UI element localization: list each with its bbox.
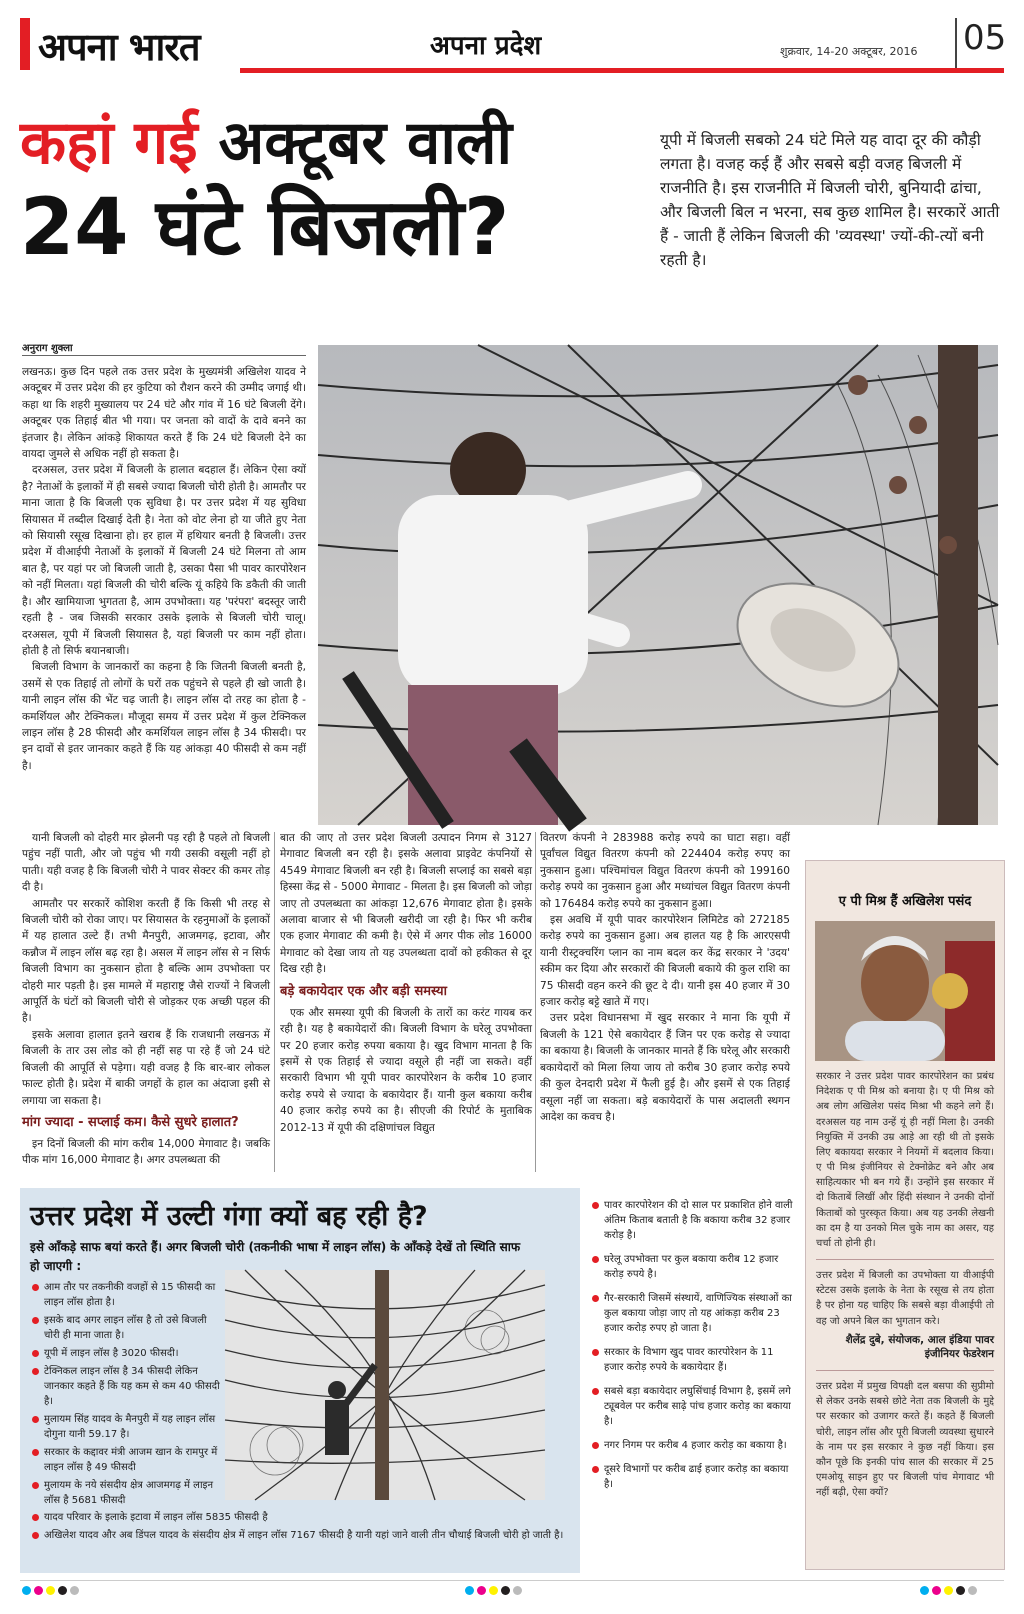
registration-marks [465,1586,522,1596]
bottom-rule [20,1580,1004,1581]
article-column-1 [22,364,306,824]
yellow-dot [944,1586,953,1595]
grey-dot [968,1586,977,1595]
box-intro: इसे आँकड़े साफ बयां करते हैं। अगर बिजली चोरी (तकनीकी भाषा में लाइन लॉस) के आँकड़े देखें तो स्थिति साफ हो जाएगी : [30,1240,521,1273]
list-item: सबसे बड़ा बकायेदार लघुसिंचाई विभाग है, इसमें लगे ट्यूबवेल पर करीब साढ़े पांच हजार करोड़ का बकाया है। [590,1384,795,1429]
headline-black-text: अक्टूबर वाली [218,108,513,178]
magenta-dot [932,1586,941,1595]
sidebar-title: ए पी मिश्र हैं अखिलेश पसंद [838,894,972,909]
masthead-rule [240,68,1004,73]
list-item: इसके बाद अगर लाइन लॉस है तो उसे बिजली चोरी ही माना जाता है। [30,1313,220,1343]
yellow-dot [46,1586,55,1595]
headline-red-text: कहां गई [20,108,198,178]
lineman-photo-illustration [318,345,998,825]
line-loss-list [30,1280,220,1511]
list-item: यूपी में लाइन लॉस है 3020 फीसदी। [30,1346,220,1361]
column-rule [274,832,275,1172]
article-column-2 [280,830,532,1170]
article-paragraph: इस अवधि में यूपी पावर कारपोरेशन लिमिटेड को 272185 करोड़ रुपये का नुकसान हुआ। अब हालत यह है कि आरएसपी यानी रीस्ट्रक्चरिंग प्लान का नाम बदल कर केंद्र सरकार ने 'उदय' स्कीम कर दिया और सरकारों की बिजली बकाये की कुल राशि का 75 फीसदी वहन करने की छूट दे दी। यानी इस 40 हजार में 30 हजार करोड़ बट्टे खाते में गए। [540,914,790,1009]
ap-mishra-photo [815,921,995,1061]
list-item: अखिलेश यादव और अब डिंपल यादव के संसदीय क्षेत्र में लाइन लॉस 7167 फीसदी है यानी यहां जाने वाली तीन चौथाई बिजली चोरी हो जाती है। [30,1528,570,1543]
article-paragraph: बात की जाए तो उत्तर प्रदेश बिजली उत्पादन निगम से 3127 मेगावाट बिजली बन रही है। इसके अलावा प्राइवेट कंपनियों से 4549 मेगावाट बिजली बन रही है। बिजली सप्लाई का सबसे बड़ा हिस्सा केंद्र से - 5000 मेगावाट - मिलता है। इस बिजली को जोड़ा जाए तो उपलब्धता का आंकड़ा 12,676 मेगावाट होता है। इसके अलावा बाजार से भी बिजली खरीदी जा रही है। फिर भी करीब एक हजार मेगावाट की कमी है। ऐसे में अगर पीक लोड 16000 मेगावाट को देखा जाय तो यह उपलब्धता दावों को हकीकत से दूर दिख रही है। [280,832,532,976]
magenta-dot [34,1586,43,1595]
list-item: गैर-सरकारी जिसमें संस्थायें, वाणिज्यिक संस्थाओं का कुल बकाया जोड़ा जाए तो यह आंकड़ा करीब 23 हजार करोड़ रुपए हो जाता है। [590,1291,795,1336]
black-dot [501,1586,510,1595]
quote-attribution: शैलेंद्र दुबे, संयोजक, आल इंडिया पावर इंजीनियर फेडरेशन [845,1333,994,1361]
registration-marks [22,1586,79,1596]
yellow-dot [489,1586,498,1595]
list-item: घरेलू उपभोक्ता पर कुल बकाया करीब 12 हजार करोड़ रुपये है। [590,1252,795,1282]
black-dot [956,1586,965,1595]
article-paragraph: लखनऊ। कुछ दिन पहले तक उत्तर प्रदेश के मुख्यमंत्री अखिलेश यादव ने अक्टूबर में उत्तर प्रदेश की हर कुटिया को रौशन करने की उम्मीद जगाई थी। कहा था कि शहरी मुख्यालय पर 24 घंटे और गांव में 16 घंटे बिजली देंगे। अक्टूबर एक तिहाई बीत भी गया। पर जनता को वादों के दावे बनने का इंतजार है। लेकिन आंकड़े शिकायत करते हैं कि 24 घंटे बिजली देने का वायदा जुमले से अधिक नहीं हो सकता है। [22,366,306,461]
list-item: नगर निगम पर करीब 4 हजार करोड़ का बकाया है। [590,1438,795,1453]
section-name: अपना प्रदेश [430,31,542,61]
article-paragraph: उत्तर प्रदेश विधानसभा में खुद सरकार ने माना कि यूपी में बिजली के 121 ऐसे बकायेदार हैं जिन पर एक करोड़ से ज्यादा का बकाया है। बिजली के जानकार मानते हैं कि घरेलू और सरकारी बकायेदारों को मिला लिया जाय तो करीब 30 हजार करोड़ रुपये की कुल देनदारी प्रदेश में फैली हुई है। और इसमें से एक तिहाई वसूला नहीं जा सकता। बड़े बकायेदारों के पास अदालती स्थगन आदेश का कवच है। [540,1012,790,1123]
tangled-wires-photo [225,1270,545,1500]
masthead-red-bar [20,18,30,70]
list-item: दूसरे विभागों पर करीब ढाई हजार करोड़ का बकाया है। [590,1462,795,1492]
dues-list-column [590,1198,795,1573]
paper-name: अपना भारत [38,24,200,69]
subheading-demand-supply: मांग ज्यादा - सप्लाई कम। कैसे सुधरे हालात? [22,1114,239,1130]
cyan-dot [22,1586,31,1595]
sidebar-quote: उत्तर प्रदेश में बिजली का उपभोक्ता या वीआईपी स्टेटस उसके इलाके के नेता के रसूख से तय होता है पर होना यह चाहिए कि सबसे बड़ा वीआईपी तो वह जो अपने बिल का भुगतान करे। [816,1270,994,1327]
headline [20,110,620,276]
sidebar-paragraph: उत्तर प्रदेश में प्रमुख विपक्षी दल बसपा की सुप्रीमो से लेकर उनके सबसे छोटे नेता तक बिजली के मुद्दे पर सरकार को उजागर करते हैं। कहते हैं बिजली चोरी, लाइन लॉस और पूरी बिजली व्यवस्था सुधारने के नाम पर इस सरकार ने कुछ नहीं किया। इस कौन पूछे कि इनकी पांच साल की सरकार में 25 एमओयू साइन हुए पर बिजली पांच मेगावाट भी नहीं बढ़ी, ऐसा क्यों? [816,1381,994,1499]
list-item: पावर कारपोरेशन की दो साल पर प्रकाशित होने वाली अंतिम किताब बताती है कि बकाया करीब 32 हजार करोड़ है। [590,1198,795,1243]
article-paragraph: इसके अलावा हालात इतने खराब हैं कि राजधानी लखनऊ में बिजली के तार उस लोड को ही नहीं सह पा रहे हैं जो 24 घंटे बिजली की आपूर्ति से पड़ेगा। यही वजह है कि बार-बार लोकल फाल्ट होती है। प्रदेश में बाकी जगहों के हाल का अंदाजा इसी से लगाया जा सकता है। [22,1028,270,1107]
byline: अनुराग शुक्ला [22,343,73,354]
column-rule [535,832,536,1172]
masthead [20,18,1007,74]
headline-line-2: 24 घंटे बिजली? [20,183,510,273]
article-paragraph: वितरण कंपनी ने 283988 करोड़ रुपये का घाटा सहा। वहीं पूर्वांचल विद्युत वितरण कंपनी को 224404 करोड़ रुपए का नुकसान हुआ। पश्चिमांचल विद्युत वितरण कंपनी को 199160 करोड़ रुपये का नुकसान हुआ और मध्यांचल विद्युत वितरण कंपनी को 176484 करोड़ रुपये का नुकसान हुआ। [540,832,790,910]
list-item: सरकार के विभाग खुद पावर कारपोरेशन के 11 हजार करोड़ रुपये के बकायेदार हैं। [590,1345,795,1375]
dues-list [590,1198,795,1492]
list-item: मुलायम सिंह यादव के मैनपुरी में यह लाइन लॉस दोगुना यानी 59.17 है। [30,1412,220,1442]
magenta-dot [477,1586,486,1595]
article-paragraph: यानी बिजली को दोहरी मार झेलनी पड़ रही है पहले तो बिजली पहुंच नहीं पाती, और जो पहुंच भी गयी उसकी वसूली नहीं हो पाती। यही वजह है कि बिजली चोरी ने पावर सेक्टर की कमर तोड़ दी है। [22,832,270,894]
tangled-wires-illustration [225,1270,545,1500]
line-loss-box [20,1188,580,1573]
grey-dot [70,1586,79,1595]
issue-date: शुक्रवार, 14-20 अक्टूबर, 2016 [780,45,918,58]
grey-dot [513,1586,522,1595]
page-number: 05 [955,18,1004,68]
box-title: उत्तर प्रदेश में उल्टी गंगा क्यों बह रही है? [30,1201,428,1232]
byline-rule [22,355,306,356]
registration-marks [920,1586,977,1596]
cyan-dot [920,1586,929,1595]
article-paragraph: दरअसल, उत्तर प्रदेश में बिजली के हालात बदहाल हैं। लेकिन ऐसा क्यों है? नेताओं के इलाकों में ही सबसे ज्यादा बिजली चोरी होती है। आमतौर पर माना जाता है कि बिजली एक सुविधा है। पर उत्तर प्रदेश में यह सुविधा सियासत में तब्दील दिखाई देती है। नेता को वोट लेना हो या जीते हुए नेता को सियासी रसूख दिखाना हो। हर हाल में हथियार बनती है बिजली। उत्तर प्रदेश में वीआईपी नेताओं के इलाकों में बिजली 24 घंटे मिलना तो आम बात है, पर यहां पर जो बिजली जाती है, उसका पैसा भी पावर कारपोरेशन को नहीं मिलता। यहां बिजली की चोरी बल्कि यूं कहिये कि डकैती की जाती है। और खामियाजा भुगतता है, आम उपभोक्ता। यह 'परंपरा' बदस्तूर जारी रहती है - जब जिसकी सरकार उसके इलाके से बिजली चोरी चालू। दरअसल, यूपी में बिजली सियासत है, यहां बिजली पर काम नहीं होता। होती है तो सिर्फ बयानबाजी। [22,464,306,657]
list-item: आम तौर पर तकनीकी वजहों से 15 फीसदी का लाइन लॉस होता है। [30,1280,220,1310]
article-paragraph: बिजली विभाग के जानकारों का कहना है कि जितनी बिजली बनती है, उसमें से एक तिहाई तो लोगों के घरों तक पहुंचने से पहले ही खो जाती है। यानी लाइन लॉस की भेंट चढ़ जाती है। लाइन लॉस दो तरह का होता है - कमर्शियल और टेक्निकल। मौजूदा समय में उत्तर प्रदेश में कुल टेक्निकल लाइन लॉस है 28 फीसदी और कमर्शियल लाइन लॉस है 34 फीसदी। पर इन दावों से इतर जानकार कहते हैं कि यह आंकड़ा 40 फीसदी से कम नहीं है। [22,661,306,772]
article-paragraph: इन दिनों बिजली की मांग करीब 14,000 मेगावाट है। जबकि पीक मांग 16,000 मेगावाट है। अगर उपलब्धता की [22,1138,270,1167]
sidebar-box [805,860,1005,1570]
portrait-illustration [815,921,995,1061]
article-column-3 [540,830,790,1170]
lineman-on-pole-photo [318,345,998,825]
list-item: मुलायम के नये संसदीय क्षेत्र आजमगढ़ में लाइन लॉस है 5681 फीसदी [30,1478,220,1508]
subheading-big-defaulters: बड़े बकायेदार एक और बड़ी समस्या [280,983,447,999]
cyan-dot [465,1586,474,1595]
article-paragraph: एक और समस्या यूपी की बिजली के तारों का करंट गायब कर रही है। यह है बकायेदारों की। बिजली विभाग के घरेलू उपभोक्ता पर 20 हजार करोड़ रुपया बकाया है। खुद विभाग मानता है कि इसमें से एक तिहाई से ज्यादा वसूले ही नहीं जा सकते। वहीं सरकारी विभाग भी यूपी पावर कारपोरेशन के करीब 10 हजार करोड़ रुपये से ज्यादा के बकायेदार हैं। यानी कुल बकाया करीब 40 हजार करोड़ रुपये का है। सीएजी की रिपोर्ट के मुताबिक 2012-13 में यूपी की दक्षिणांचल विद्युत [280,1006,532,1134]
list-item: सरकार के कद्दावर मंत्री आजम खान के रामपुर में लाइन लॉस है 49 फीसदी [30,1445,220,1475]
sidebar-paragraph: सरकार ने उत्तर प्रदेश पावर कारपोरेशन का प्रबंध निदेशक ए पी मिश्र को बनाया है। ए पी मिश्र को अब लोग अखिलेश पसंद मिश्रा भी कहने लगे हैं। दरअसल यह नाम उन्हें यूं ही नहीं मिला है। उनकी नियुक्ति में उनकी उम्र आड़े आ रही थी तो इसके लिए बकायदा सरकार ने नियमों में बदलाव किया। ए पी मिश्र इंजीनियर से टेक्नोक्रेट बने और अब साहित्यकार भी बन गये हैं। उन्होंने इस सरकार में दो किताबें लिखीं और हिंदी संस्थान ने उनकी दोनों किताबों को पुरस्कृत किया। अब यह उनकी लेखनी का दम है या उनको मिल चुके नाम का असर, यह चर्चा तो होनी ही। [816,1071,994,1249]
black-dot [58,1586,67,1595]
list-item: यादव परिवार के इलाके इटावा में लाइन लॉस 5835 फीसदी है [30,1510,570,1525]
article-paragraph: आमतौर पर सरकारें कोशिश करती हैं कि किसी भी तरह से बिजली चोरी को रोका जाए। पर सियासत के रहनुमाओं के इलाकों में यह हालात उल्टे हैं। तभी मैनपुरी, आजमगढ़, इटावा, और कन्नौज में लाइन लॉस बढ़ रहा है। असल में लाइन लॉस से न सिर्फ बिजली विभाग का नुकसान होता है बल्कि आम उपभोक्ता पर दोहरी मार पड़ती है। इस मामले में महाराष्ट्र जैसे राज्यों ने बिजली आपूर्ति के घंटों को बिजली चोरी से जोड़कर एक अच्छी पहल की है। [22,897,270,1025]
article-column-1-continued [22,830,270,1167]
standfirst: यूपी में बिजली सबको 24 घंटे मिले यह वादा दूर की कौड़ी लगता है। वजह कई हैं और सबसे बड़ी वजह बिजली में राजनीति है। इस राजनीति में बिजली चोरी, बुनियादी ढांचा, और बिजली बिल न भरना, सब कुछ शामिल है। सरकारें आती हैं - जाती हैं लेकिन बिजली की 'व्यवस्था' ज्यों-की-त्यों बनी रहती है। [660,131,1000,270]
line-loss-list-wide [30,1510,570,1546]
list-item: टेक्निकल लाइन लॉस है 34 फीसदी लेकिन जानकार कहते हैं कि यह कम से कम 40 फीसदी है। [30,1364,220,1409]
